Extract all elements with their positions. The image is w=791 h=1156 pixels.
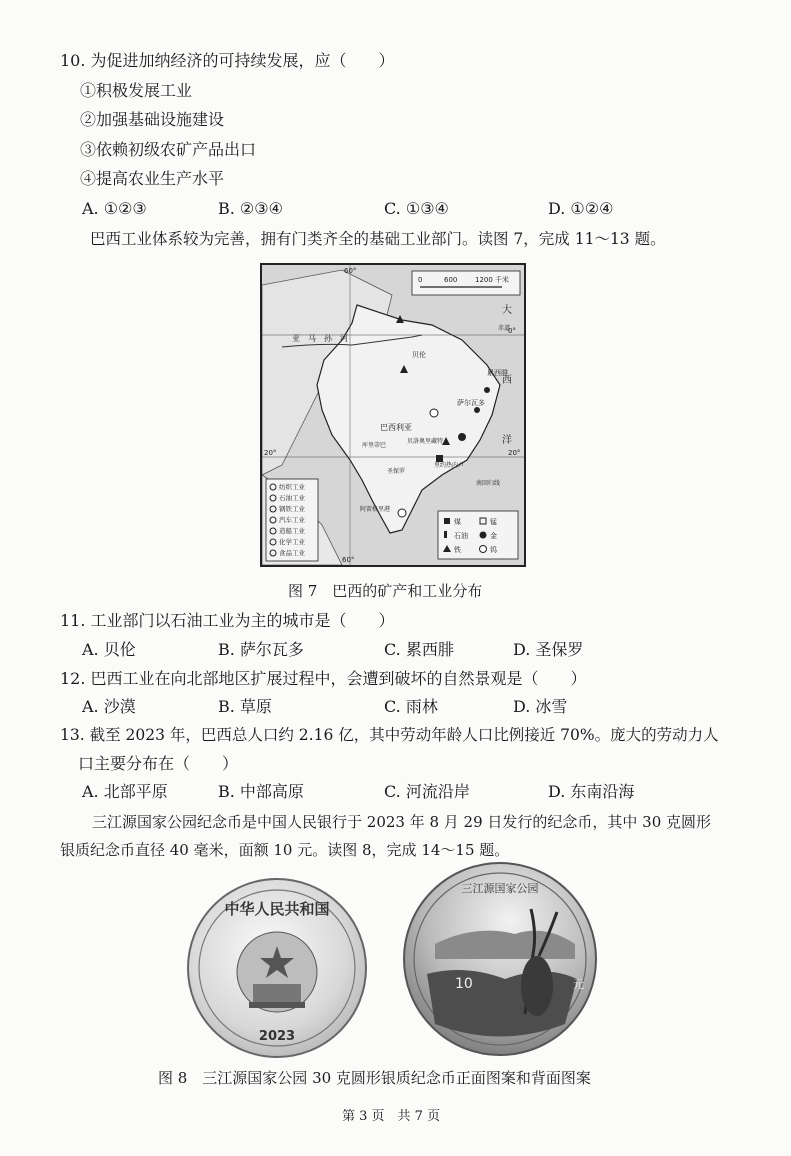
q10-option-a: A. ①②③ [82, 199, 147, 218]
svg-text:钢铁工业: 钢铁工业 [279, 505, 305, 513]
q11-option-d: D. 圣保罗 [513, 640, 584, 659]
svg-text:0°: 0° [508, 327, 516, 335]
q12-stem: 12. 巴西工业在向北部地区扩展过程中，会遭到破坏的自然景观是（ ） [60, 669, 587, 688]
svg-text:洋: 洋 [502, 435, 512, 446]
intro-11-13: 巴西工业体系较为完善，拥有门类齐全的基础工业部门。读图 7，完成 11～13 题。 [90, 230, 666, 248]
svg-text:石油: 石油 [454, 532, 468, 540]
page-footer: 第 3 页 共 7 页 [342, 1109, 441, 1124]
label-curitiba: 库里蒂巴 [362, 442, 387, 449]
scale-0: 0 [418, 276, 423, 284]
svg-text:造船工业: 造船工业 [279, 527, 305, 535]
label-equator: 赤道 [498, 325, 511, 332]
svg-text:煤: 煤 [454, 518, 461, 526]
svg-text:60°: 60° [344, 267, 357, 275]
label-rio: 里约热内卢 [434, 462, 465, 469]
q10-option-d: D. ①②④ [548, 199, 614, 218]
q10-stem: 10. 为促进加纳经济的可持续发展，应（ ） [60, 51, 395, 70]
scale-1200: 1200 千米 [475, 276, 510, 284]
intro-14-15-line1: 三江源国家公园纪念币是中国人民银行于 2023 年 8 月 29 日发行的纪念币，其中 30 克圆形 [92, 813, 712, 831]
q12-option-d: D. 冰雪 [513, 697, 568, 716]
q13-option-a: A. 北部平原 [82, 782, 168, 801]
q10-item-4: ④提高农业生产水平 [80, 169, 225, 188]
q11-option-a: A. 贝伦 [82, 640, 136, 659]
coin-front [187, 878, 367, 1058]
q10-option-c: C. ①③④ [384, 199, 449, 218]
svg-text:锰: 锰 [490, 518, 497, 526]
svg-text:金: 金 [490, 532, 497, 540]
svg-text:60°: 60° [342, 556, 355, 564]
label-recife: 累西腓 [487, 369, 508, 377]
label-belem: 贝伦 [412, 351, 426, 359]
coin-back-antelope [405, 864, 595, 1054]
brazil-map-figure [260, 263, 526, 567]
label-brasilia: 巴西利亚 [380, 423, 412, 432]
q12-option-b: B. 草原 [218, 697, 272, 716]
intro-14-15-line2: 银质纪念币直径 40 毫米，面额 10 元。读图 8，完成 14～15 题。 [60, 841, 510, 859]
svg-text:大: 大 [502, 305, 512, 316]
coin-back-value: 10 [455, 976, 473, 992]
q10-item-3: ③依赖初级农矿产品出口 [80, 140, 257, 159]
svg-text:钨: 钨 [490, 546, 497, 554]
coin-front-emblem [189, 880, 365, 1056]
q13-stem-line1: 13. 截至 2023 年，巴西总人口约 2.16 亿，其中劳动年龄人口比例接近 70%。庞大的劳动力人 [60, 726, 719, 744]
svg-text:西: 西 [502, 375, 512, 386]
label-amazon: 亚 马 孙 河 [292, 334, 348, 343]
label-saopaulo: 圣保罗 [387, 468, 406, 475]
q11-option-b: B. 萨尔瓦多 [218, 640, 304, 659]
svg-text:化学工业: 化学工业 [279, 538, 305, 546]
label-porto: 阿雷格里港 [360, 506, 391, 513]
label-tropic: 南回归线 [476, 480, 501, 487]
q13-stem-line2: 口主要分布在（ ） [78, 754, 239, 773]
svg-text:纺织工业: 纺织工业 [279, 483, 305, 491]
q11-option-c: C. 累西腓 [384, 640, 454, 659]
coin-back-unit: 元 [573, 978, 584, 991]
label-salvador: 萨尔瓦多 [457, 399, 485, 407]
svg-text:食品工业: 食品工业 [279, 549, 305, 557]
scale-600: 600 [444, 276, 458, 284]
q10-option-b: B. ②③④ [218, 199, 283, 218]
coin-front-text: 中华人民共和国 [224, 900, 330, 918]
q12-option-a: A. 沙漠 [82, 697, 136, 716]
brazil-map [262, 265, 524, 565]
svg-text:石油工业: 石油工业 [279, 494, 305, 502]
svg-text:汽车工业: 汽车工业 [279, 516, 305, 524]
q13-option-d: D. 东南沿海 [548, 782, 635, 801]
figure-7-caption: 图 7 巴西的矿产和工业分布 [288, 582, 483, 600]
q13-option-b: B. 中部高原 [218, 782, 304, 801]
svg-text:铁: 铁 [454, 546, 461, 554]
q11-stem: 11. 工业部门以石油工业为主的城市是（ ） [60, 611, 395, 630]
q13-option-c: C. 河流沿岸 [384, 782, 470, 801]
coin-back [403, 862, 597, 1056]
q10-item-1: ①积极发展工业 [80, 81, 193, 100]
q12-option-c: C. 雨林 [384, 697, 438, 716]
coin-back-text: 三江源国家公园 [461, 882, 539, 895]
q10-item-2: ②加强基础设施建设 [80, 110, 225, 129]
svg-text:20°: 20° [508, 449, 521, 457]
label-belo: 贝洛奥里藏特 [407, 438, 444, 445]
coin-front-year: 2023 [258, 1029, 296, 1044]
svg-text:20°: 20° [264, 449, 277, 457]
figure-8-caption: 图 8 三江源国家公园 30 克圆形银质纪念币正面图案和背面图案 [158, 1069, 591, 1087]
